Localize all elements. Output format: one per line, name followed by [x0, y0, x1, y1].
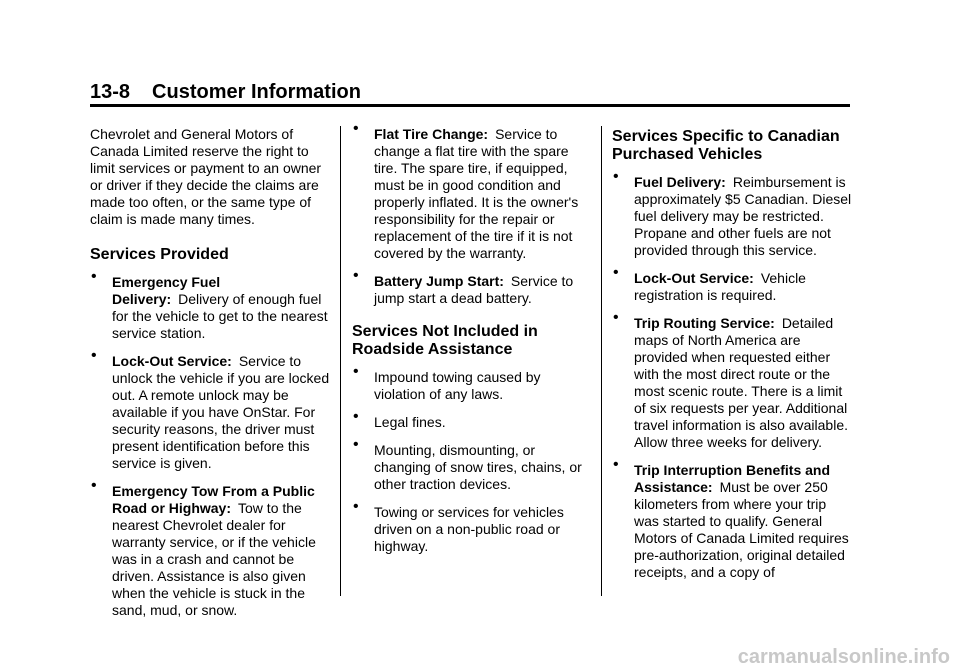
item-term: Lock-Out Service:	[634, 270, 754, 286]
column-divider	[601, 126, 602, 596]
page-number: 13-8	[90, 81, 131, 103]
list-item	[352, 436, 592, 493]
bullet-icon: •	[353, 120, 359, 137]
services-provided-heading: Services Provided	[90, 246, 229, 263]
page-header	[90, 80, 361, 104]
list-item	[352, 408, 592, 431]
canadian-heading: Services Specific to Canadian Purchased Vehicles	[612, 128, 840, 163]
column-1	[90, 126, 330, 630]
services-provided-list	[90, 268, 330, 619]
item-text: Vehicle registration is required.	[634, 270, 806, 303]
services-provided-list-continued	[352, 120, 592, 307]
bullet-icon: •	[353, 408, 359, 425]
not-included-list	[352, 363, 592, 555]
bullet-icon: •	[613, 456, 619, 473]
list-item	[612, 309, 852, 451]
item-text: Impound towing caused by violation of any laws.	[374, 369, 541, 402]
item-text: Towing or services for vehicles driven on a non-public road or highway.	[374, 504, 564, 554]
not-included-heading: Services Not Included in Roadside Assistance	[352, 323, 538, 358]
bullet-icon: •	[353, 436, 359, 453]
column-2	[352, 120, 592, 566]
header-rule	[90, 104, 850, 107]
item-term: Flat Tire Change:	[374, 126, 489, 142]
list-item	[352, 363, 592, 403]
bullet-icon: •	[353, 363, 359, 380]
item-term: Emergency Tow From a Public Road or Highway:	[112, 483, 315, 516]
list-item	[90, 477, 330, 619]
list-item	[352, 498, 592, 555]
list-item	[90, 268, 330, 342]
list-item	[352, 267, 592, 307]
item-text: Mounting, dismounting, or changing of snow tires, chains, or other traction devices.	[374, 442, 582, 492]
item-text: Delivery of enough fuel for the vehicle to get to the nearest service station.	[112, 291, 328, 341]
section-title: Customer Information	[152, 81, 361, 103]
list-item	[612, 456, 852, 581]
bullet-icon: •	[613, 264, 619, 281]
bullet-icon: •	[91, 477, 97, 494]
canadian-list	[612, 168, 852, 581]
list-item	[90, 347, 330, 472]
column-divider	[340, 126, 341, 596]
item-text: Service to change a flat tire with the spare tire. The spare tire, if equipped, must be in good condition and properly inflated. It is the owner's responsibility for the repair or replacement of the tire if it is not covered by the warranty.	[374, 126, 579, 261]
item-term: Emergency Fuel Delivery:	[112, 274, 221, 307]
item-text: Tow to the nearest Chevrolet dealer for warranty service, or if the vehicle was in a crash and cannot be driven. Assistance is also given when the vehicle is stuck in the sand, mud, or snow.	[112, 500, 316, 618]
bullet-icon: •	[353, 267, 359, 284]
bullet-icon: •	[91, 347, 97, 364]
item-text: Must be over 250 kilometers from where your trip was started to qualify. General Motors of Canada Limited requires pre-authorization, original detailed receipts, and a copy of	[634, 479, 849, 580]
item-text: Reimbursement is approximately $5 Canadian. Diesel fuel delivery may be restricted. Propane and other fuels are not provided through this service.	[634, 174, 852, 258]
bullet-icon: •	[613, 168, 619, 185]
column-3	[612, 126, 852, 592]
watermark: carmanualsonline.info	[737, 646, 950, 668]
item-term: Trip Interruption Benefits and Assistance:	[634, 462, 831, 495]
item-term: Lock-Out Service:	[112, 353, 232, 369]
item-term: Fuel Delivery:	[634, 174, 726, 190]
item-text: Service to unlock the vehicle if you are locked out. A remote unlock may be available if you have OnStar. For security reasons, the driver must present identification before this service is given.	[112, 353, 330, 471]
item-text: Legal fines.	[374, 414, 446, 430]
bullet-icon: •	[613, 309, 619, 326]
item-text: Detailed maps of North America are provided when requested either with the most direct route or the most scenic route. There is a limit of six requests per year. Additional travel information is also available. Allow three weeks for delivery.	[634, 315, 848, 450]
item-term: Battery Jump Start:	[374, 273, 504, 289]
list-item	[612, 264, 852, 304]
bullet-icon: •	[91, 268, 97, 285]
list-item	[352, 120, 592, 262]
intro-paragraph: Chevrolet and General Motors of Canada Limited reserve the right to limit services or payment to an owner or driver if they decide the claims are made too often, or the same type of claim is made many times.	[90, 126, 322, 227]
item-term: Trip Routing Service:	[634, 315, 775, 331]
list-item	[612, 168, 852, 259]
item-text: Service to jump start a dead battery.	[374, 273, 574, 306]
bullet-icon: •	[353, 498, 359, 515]
